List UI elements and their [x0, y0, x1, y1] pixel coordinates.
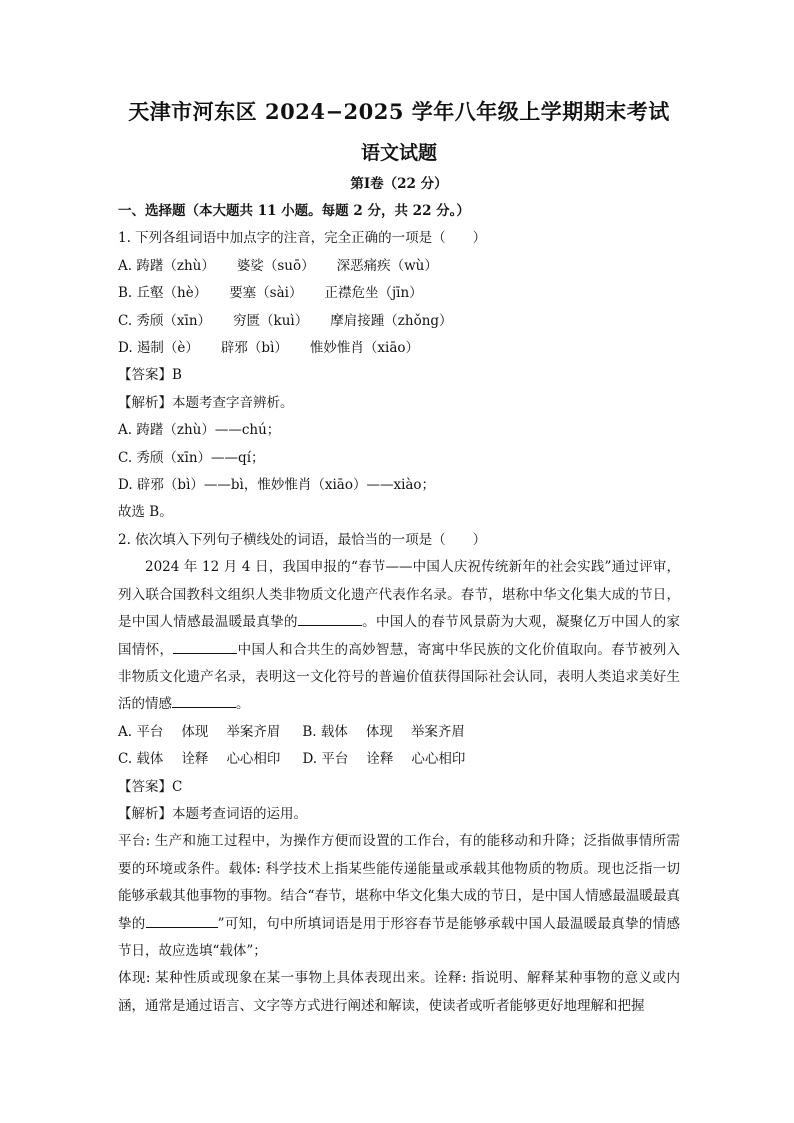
question-2-analysis-paragraph-2: 体现: 某种性质或现象在某一事物上具体表现出来。诠释: 指说明、解释某种事物的意义或内涵，通常是通过语言、文字等方式进行阐述和解读，使读者或听者能够更好地理解和把握 [118, 970, 680, 1014]
question-2-analysis-paragraph-1 [118, 828, 680, 965]
analysis-text: 平台: 生产和施工过程中，为操作方便而设置的工作台，有的能移动和升降；泛指做事情所需要的环境或条件。载体: 科学技术上指某些能传递能量或承载其他物质的物质。现也泛指一切能够承载其他事物的事物。结合“春节，堪称中华文化集大成的节日，是中国人情感最温暖最真挚的 [118, 833, 680, 932]
passage-text: 中国人和合共生的高妙智慧，寄寓中华民族的文化价值取向。春节被列入非物质文化遗产名录，表明这一文化符号的普遍价值获得国际社会认同，表明人类追求美好生活的情感 [118, 641, 681, 713]
answer-blank [172, 693, 236, 708]
document-subtitle: 语文试题 [360, 142, 437, 164]
option-text: 穷匮（kuì） [233, 312, 309, 329]
option-text: 惟妙惟肖（xiāo） [309, 340, 419, 357]
question-1-answer: 【答案】B [118, 367, 182, 384]
option-text: 要塞（sài） [229, 285, 303, 302]
passage-text: 2024 年 12 月 4 日，我国申报的“春节——中国人庆祝传统新年的社会实践”通过评审，列入联合国教科文组织人类非物质文化遗产代表作名录。春节，堪称中华文化集大成的节日，是中国人情感最温暖最真挚的 [118, 559, 680, 631]
answer-blank [298, 611, 362, 626]
question-2-answer: 【答案】C [118, 778, 183, 795]
question-1-option-b [118, 280, 680, 307]
question-1-option-d [118, 335, 680, 362]
question-1-option-c [118, 308, 680, 335]
question-2-stem: 2. 依次填入下列句子横线处的词语，最恰当的一项是（ ） [118, 531, 487, 548]
option-text: 诠释 [366, 751, 394, 768]
option-text: 摩肩接踵（zhǒng） [330, 312, 453, 329]
option-text: 辟邪（bì） [220, 340, 288, 357]
option-text: D. 遏制（è） [118, 340, 199, 357]
question-2-options-row-1 [118, 719, 680, 746]
option-text: 诠释 [181, 751, 209, 768]
passage-text: 。中国人的春节风景蔚为大观，凝聚亿万中国人的家国情怀， [118, 614, 681, 658]
option-text: 举案齐眉 [410, 723, 465, 740]
document-title: 天津市河东区 2024−2025 学年八年级上学期期末考试 [128, 99, 670, 124]
option-text: D. 平台 [302, 751, 349, 768]
option-text: B. 丘壑（hè） [118, 285, 208, 302]
option-text: 体现 [181, 723, 209, 740]
option-text: 体现 [365, 723, 393, 740]
option-text: 正襟危坐（jīn） [324, 285, 423, 302]
analysis-text: ”可知，句中所填词语是用于形容春节是能够承载中国人最温暖最真挚的情感节日，故应选填“载体”； [118, 915, 680, 959]
question-2-options-row-2 [118, 746, 680, 773]
question-1-analysis-line: D. 辟邪（bì）——bì，惟妙惟肖（xiāo）——xiào； [118, 477, 436, 494]
question-1-option-a [118, 253, 680, 280]
option-text: 举案齐眉 [226, 723, 281, 740]
option-text: B. 载体 [302, 723, 348, 740]
option-text: 心心相印 [411, 751, 466, 768]
answer-blank [173, 639, 237, 654]
option-text: A. 平台 [118, 723, 164, 740]
question-1-analysis-head: 【解析】本题考查字音辨析。 [118, 394, 294, 411]
question-2-passage [118, 554, 680, 718]
option-text: 深恶痛疾（wù） [336, 257, 438, 274]
question-1-analysis-line: A. 踌躇（zhù）——chú； [118, 422, 281, 439]
option-text: C. 秀颀（xīn） [118, 312, 212, 329]
option-text: C. 载体 [118, 751, 164, 768]
option-text: 婆娑（suō） [236, 257, 315, 274]
question-2-analysis-head: 【解析】本题考查词语的运用。 [118, 805, 307, 822]
option-text: 心心相印 [226, 751, 281, 768]
volume-heading: 第Ⅰ卷（22 分） [350, 176, 448, 192]
answer-blank [146, 913, 218, 928]
question-1-analysis-line: C. 秀颀（xīn）——qí； [118, 449, 265, 466]
section-heading: 一、选择题（本大题共 11 小题。每题 2 分，共 22 分。） [118, 203, 470, 219]
option-text: A. 踌躇（zhù） [118, 257, 215, 274]
passage-text: 。 [236, 696, 250, 713]
question-1-stem: 1. 下列各组词语中加点字的注音，完全正确的一项是（ ） [118, 230, 487, 247]
question-1-conclusion: 故选 B。 [118, 504, 173, 521]
